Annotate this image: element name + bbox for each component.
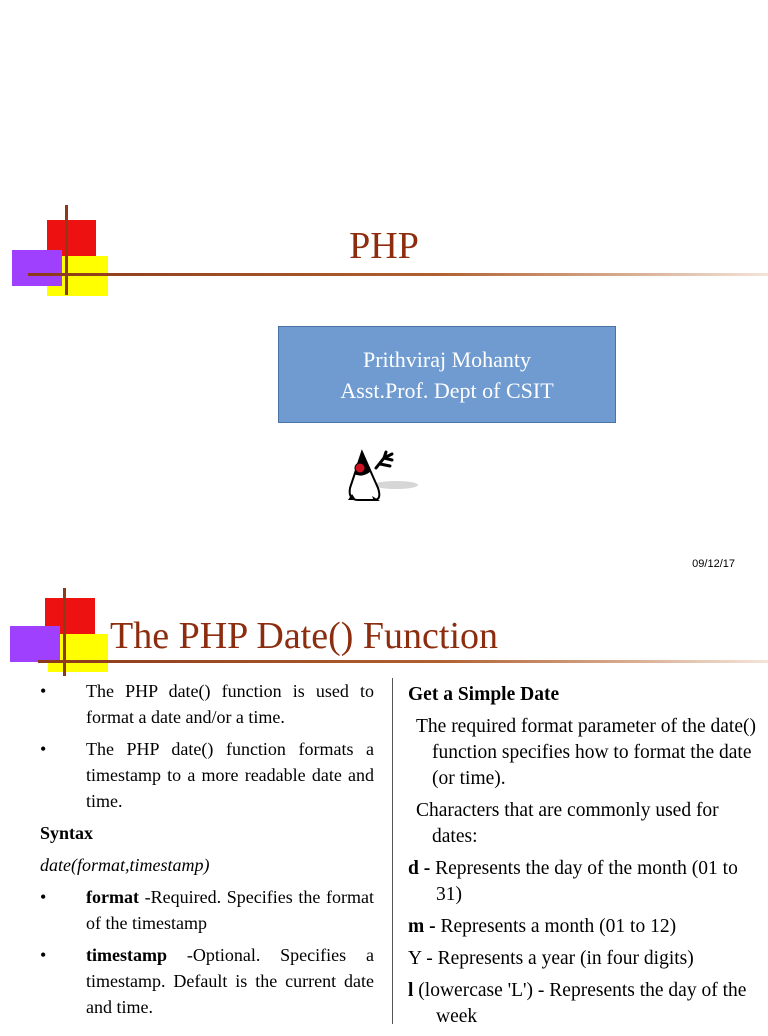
param-name: timestamp [86,945,167,965]
list-item [40,678,374,730]
section-heading: Get a Simple Date [408,684,560,705]
bullet-icon: • [40,681,47,701]
param-name: format [86,887,139,907]
param-desc: -Optional. Specifies a timestamp. Default is the current date and time. [86,945,374,1017]
list-item [40,942,374,1020]
slide-title: PHP [349,225,419,267]
list-item [40,884,374,936]
bullet-text: The PHP date() function formats a timestamp to a more readable date and time. [86,739,374,811]
format-char-m [408,914,758,940]
format-desc: (lowercase 'L') - Represents the day of the week [413,980,747,1027]
bullet-icon: • [40,887,47,907]
slide-date: 09/12/17 [692,558,735,570]
bullet-icon: • [40,945,47,965]
paragraph: Characters that are commonly used for dates: [416,800,719,847]
format-char-l [408,978,758,1030]
author-role: Asst.Prof. Dept of CSIT [340,377,554,403]
format-char-d [408,856,758,908]
format-desc: Represents the day of the month (01 to 31) [430,858,738,905]
bullet-icon: • [40,739,47,759]
paragraph: The required format parameter of the date() function specifies how to format the date (or time). [416,716,756,789]
format-key: m - [408,916,436,937]
syntax-heading: Syntax [40,823,94,843]
java-duke-mascot-icon [340,444,424,513]
format-desc: Represents a month (01 to 12) [435,916,677,937]
author-name: Prithviraj Mohanty [362,346,532,372]
list-item [40,736,374,814]
content-slide [0,580,768,1027]
column-divider [392,678,393,1024]
bullet-text: The PHP date() function is used to format a date and/or a time. [86,681,374,727]
left-column [40,678,374,1026]
format-key: d - [408,858,431,879]
syntax-code: date(format,timestamp) [40,855,210,875]
right-column [408,682,758,1036]
format-char-y: Y - Represents a year (in four digits) [408,948,694,969]
author-box [278,326,616,423]
format-key: l [408,980,414,1001]
slide-title: The PHP Date() Function [110,615,499,657]
param-desc: -Required. Specifies the format of the timestamp [86,887,374,933]
